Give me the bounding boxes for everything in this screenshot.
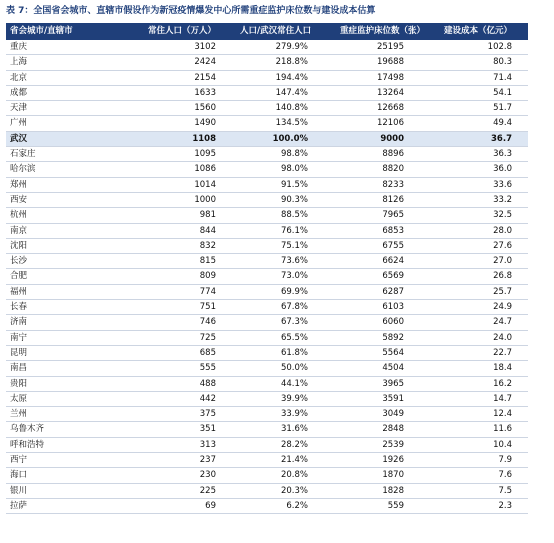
cell-city: 广州 <box>10 118 28 129</box>
cell-cost: 14.7 <box>493 393 512 404</box>
cell-icu-beds: 6755 <box>382 240 404 251</box>
cell-city: 长沙 <box>10 256 28 267</box>
header-cost: 建设成本（亿元） <box>443 26 512 36</box>
cell-population: 832 <box>199 240 216 251</box>
cell-city: 长春 <box>10 302 28 313</box>
cell-icu-beds: 8233 <box>382 179 404 190</box>
cell-population: 375 <box>199 409 216 420</box>
cell-cost: 22.7 <box>493 347 512 358</box>
table-row <box>6 422 528 437</box>
cell-population: 3102 <box>194 42 216 52</box>
cell-cost: 24.0 <box>493 332 512 343</box>
cell-population: 313 <box>199 439 216 450</box>
cell-icu-beds: 559 <box>387 500 404 511</box>
table-row <box>6 208 528 223</box>
cell-ratio: 67.8% <box>280 302 308 313</box>
cell-cost: 25.7 <box>493 286 512 297</box>
cell-population: 1560 <box>194 103 216 114</box>
cell-cost: 7.6 <box>498 470 512 481</box>
cell-icu-beds: 6060 <box>382 317 404 328</box>
cell-cost: 54.1 <box>493 87 512 98</box>
cell-population: 725 <box>199 332 216 343</box>
cell-population: 488 <box>199 378 216 389</box>
cell-ratio: 50.0% <box>280 363 308 374</box>
cell-cost: 32.5 <box>493 210 512 221</box>
cell-icu-beds: 6853 <box>382 225 404 236</box>
cell-cost: 27.0 <box>493 256 512 267</box>
cell-ratio: 28.2% <box>280 439 308 450</box>
table-row <box>6 101 528 116</box>
cell-cost: 7.9 <box>498 455 512 466</box>
cell-icu-beds: 1870 <box>382 470 404 481</box>
table-row <box>6 193 528 208</box>
cell-ratio: 279.9% <box>275 42 308 52</box>
table-header <box>6 23 528 40</box>
cell-icu-beds: 5892 <box>382 332 404 343</box>
cell-population: 225 <box>199 485 216 496</box>
cell-ratio: 100.0% <box>272 133 308 144</box>
cell-ratio: 65.5% <box>280 332 308 343</box>
cell-ratio: 98.0% <box>280 164 308 175</box>
cell-cost: 16.2 <box>493 378 512 389</box>
cell-cost: 2.3 <box>498 500 512 511</box>
cell-ratio: 147.4% <box>275 87 308 98</box>
cell-icu-beds: 6569 <box>382 271 404 282</box>
cell-ratio: 134.5% <box>275 118 308 129</box>
cell-ratio: 75.1% <box>280 240 308 251</box>
cell-population: 555 <box>199 363 216 374</box>
table-row <box>6 484 528 499</box>
cell-city: 杭州 <box>10 210 28 221</box>
table-row <box>6 162 528 177</box>
table-row <box>6 361 528 376</box>
cell-city: 银川 <box>10 485 28 496</box>
cell-population: 746 <box>199 317 216 328</box>
cell-ratio: 88.5% <box>280 210 308 221</box>
cell-population: 1108 <box>192 133 216 144</box>
table-row <box>6 453 528 468</box>
cell-icu-beds: 2539 <box>382 439 404 450</box>
cell-icu-beds: 13264 <box>376 87 404 98</box>
cell-icu-beds: 17498 <box>376 72 404 83</box>
table-row <box>6 224 528 239</box>
cell-icu-beds: 12668 <box>376 103 404 114</box>
cell-icu-beds: 3965 <box>382 378 404 389</box>
cell-icu-beds: 9000 <box>380 133 404 144</box>
cell-city: 西宁 <box>10 455 28 466</box>
cell-cost: 10.4 <box>493 439 512 450</box>
cell-icu-beds: 8126 <box>382 194 404 205</box>
table-row <box>6 285 528 300</box>
table-row <box>6 239 528 254</box>
cell-icu-beds: 1926 <box>382 455 404 466</box>
cell-city: 拉萨 <box>10 500 28 511</box>
cell-population: 230 <box>199 470 216 481</box>
cell-cost: 26.8 <box>493 271 512 282</box>
cell-icu-beds: 3591 <box>382 393 404 404</box>
cell-population: 442 <box>199 393 216 404</box>
cell-icu-beds: 19688 <box>376 57 404 68</box>
cell-icu-beds: 25195 <box>376 42 404 52</box>
cell-cost: 36.3 <box>493 149 512 160</box>
cell-cost: 7.5 <box>498 485 512 496</box>
cell-icu-beds: 12106 <box>376 118 404 129</box>
cell-cost: 33.2 <box>493 194 512 205</box>
cell-city: 贵阳 <box>10 378 28 389</box>
cell-cost: 24.9 <box>493 302 512 313</box>
cell-ratio: 218.8% <box>275 57 308 68</box>
cell-city: 北京 <box>10 72 28 83</box>
cell-icu-beds: 7965 <box>382 210 404 221</box>
cell-population: 69 <box>205 500 216 511</box>
cell-city: 昆明 <box>10 347 28 358</box>
cell-city: 沈阳 <box>10 240 28 251</box>
cell-population: 1000 <box>194 194 216 205</box>
cell-population: 844 <box>199 225 216 236</box>
table-row <box>6 254 528 269</box>
cell-cost: 36.7 <box>491 133 512 144</box>
cell-population: 1014 <box>194 179 216 190</box>
cell-ratio: 73.6% <box>280 256 308 267</box>
cell-icu-beds: 8896 <box>382 149 404 160</box>
data-table <box>6 23 528 514</box>
table-body <box>6 40 528 514</box>
cell-cost: 12.4 <box>493 409 512 420</box>
header-city: 省会城市/直辖市 <box>10 26 73 36</box>
table-row <box>6 147 528 162</box>
cell-cost: 27.6 <box>493 240 512 251</box>
cell-ratio: 61.8% <box>280 347 308 358</box>
cell-ratio: 20.8% <box>280 470 308 481</box>
table-row <box>6 116 528 131</box>
cell-population: 1086 <box>194 164 216 175</box>
cell-population: 751 <box>199 302 216 313</box>
cell-city: 济南 <box>10 317 28 328</box>
table-row <box>6 315 528 330</box>
cell-city: 合肥 <box>10 271 28 282</box>
cell-cost: 71.4 <box>493 72 512 83</box>
table-row <box>6 86 528 101</box>
table-row <box>6 468 528 483</box>
header-population: 常住人口（万人） <box>147 26 216 36</box>
cell-city: 成都 <box>10 87 28 98</box>
cell-cost: 11.6 <box>493 424 512 435</box>
header-icu-beds: 重症监护床位数（张） <box>340 26 426 36</box>
cell-ratio: 33.9% <box>280 409 308 420</box>
cell-ratio: 76.1% <box>280 225 308 236</box>
cell-city: 重庆 <box>10 42 28 52</box>
cell-ratio: 39.9% <box>280 393 308 404</box>
cell-ratio: 21.4% <box>280 455 308 466</box>
cell-population: 774 <box>199 286 216 297</box>
cell-city: 南宁 <box>10 332 28 343</box>
cell-city: 呼和浩特 <box>10 439 45 450</box>
cell-city: 南京 <box>10 225 28 236</box>
table-row <box>6 331 528 346</box>
cell-cost: 33.6 <box>493 179 512 190</box>
cell-population: 809 <box>199 271 216 282</box>
table-row <box>6 132 528 147</box>
cell-ratio: 44.1% <box>280 378 308 389</box>
cell-cost: 49.4 <box>493 118 512 129</box>
cell-icu-beds: 8820 <box>382 164 404 175</box>
cell-ratio: 20.3% <box>280 485 308 496</box>
cell-city: 西安 <box>10 194 28 205</box>
table-row <box>6 55 528 70</box>
table-caption: 表 7：全国省会城市、直辖市假设作为新冠疫情爆发中心所需重症监护床位数与建设成本估算 <box>6 6 376 16</box>
table-row <box>6 346 528 361</box>
cell-population: 685 <box>199 347 216 358</box>
cell-city: 海口 <box>10 470 28 481</box>
cell-city: 武汉 <box>10 133 28 144</box>
cell-icu-beds: 6287 <box>382 286 404 297</box>
cell-ratio: 67.3% <box>280 317 308 328</box>
cell-city: 郑州 <box>10 179 28 190</box>
cell-city: 上海 <box>10 57 28 68</box>
table-row <box>6 392 528 407</box>
cell-cost: 24.7 <box>493 317 512 328</box>
cell-icu-beds: 6624 <box>382 256 404 267</box>
cell-icu-beds: 3049 <box>382 409 404 420</box>
cell-population: 2154 <box>194 72 216 83</box>
cell-city: 福州 <box>10 286 28 297</box>
cell-population: 981 <box>199 210 216 221</box>
cell-city: 太原 <box>10 393 28 404</box>
cell-icu-beds: 6103 <box>382 302 404 313</box>
table-row <box>6 300 528 315</box>
table-row <box>6 407 528 422</box>
cell-city: 石家庄 <box>10 149 36 160</box>
cell-ratio: 90.3% <box>280 194 308 205</box>
cell-cost: 36.0 <box>493 164 512 175</box>
cell-population: 815 <box>199 256 216 267</box>
cell-city: 哈尔滨 <box>10 164 36 175</box>
cell-ratio: 73.0% <box>280 271 308 282</box>
table-row <box>6 269 528 284</box>
cell-ratio: 6.2% <box>286 500 308 511</box>
table-row <box>6 71 528 86</box>
cell-icu-beds: 5564 <box>382 347 404 358</box>
cell-ratio: 69.9% <box>280 286 308 297</box>
cell-population: 2424 <box>194 57 216 68</box>
cell-population: 1633 <box>194 87 216 98</box>
table-row <box>6 40 528 55</box>
table-row <box>6 438 528 453</box>
cell-city: 天津 <box>10 103 28 114</box>
table-row <box>6 499 528 514</box>
cell-ratio: 98.8% <box>280 149 308 160</box>
table-row <box>6 178 528 193</box>
cell-icu-beds: 4504 <box>382 363 404 374</box>
cell-ratio: 194.4% <box>275 72 308 83</box>
cell-ratio: 140.8% <box>275 103 308 114</box>
cell-icu-beds: 2848 <box>382 424 404 435</box>
cell-cost: 28.0 <box>493 225 512 236</box>
cell-population: 237 <box>199 455 216 466</box>
table-row <box>6 377 528 392</box>
cell-population: 1490 <box>194 118 216 129</box>
cell-ratio: 91.5% <box>280 179 308 190</box>
header-ratio: 人口/武汉常住人口 <box>240 26 312 36</box>
cell-cost: 102.8 <box>487 42 512 52</box>
cell-population: 1095 <box>194 149 216 160</box>
cell-cost: 51.7 <box>493 103 512 114</box>
cell-city: 乌鲁木齐 <box>10 424 45 435</box>
cell-city: 兰州 <box>10 409 28 420</box>
cell-cost: 18.4 <box>493 363 512 374</box>
cell-population: 351 <box>199 424 216 435</box>
cell-ratio: 31.6% <box>280 424 308 435</box>
cell-icu-beds: 1828 <box>382 485 404 496</box>
cell-cost: 80.3 <box>493 57 512 68</box>
cell-city: 南昌 <box>10 363 28 374</box>
